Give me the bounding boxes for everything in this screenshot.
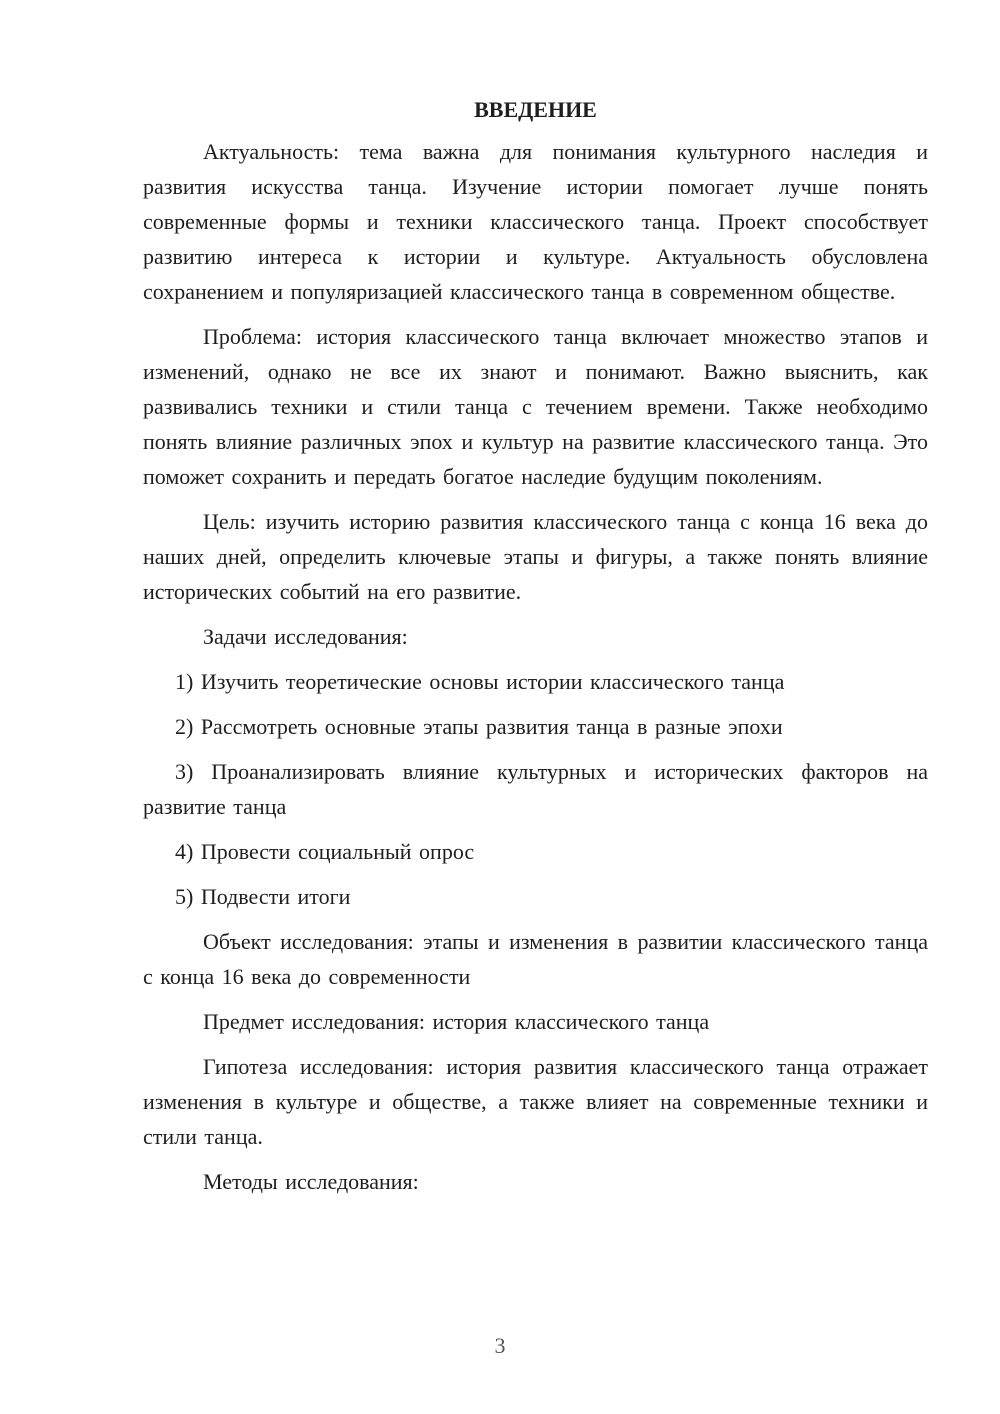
page-title: ВВЕДЕНИЕ	[474, 97, 597, 122]
tasks-title: Задачи исследования:	[203, 624, 408, 649]
task-item-5: 5) Подвести итоги	[175, 884, 351, 909]
subject-paragraph: Предмет исследования: история классического танца	[203, 1009, 710, 1034]
hypothesis-paragraph: Гипотеза исследования: история развития классического танца отражает изменения в культуре и обществе, а также влияет на современные техники и стили танца.	[143, 1054, 928, 1149]
methods-title: Методы исследования:	[203, 1169, 419, 1194]
object-paragraph: Объект исследования: этапы и изменения в развитии классического танца с конца 16 века до современности	[143, 929, 928, 989]
page-number: 3	[494, 1333, 506, 1358]
task-item-4: 4) Провести социальный опрос	[175, 839, 475, 864]
goal-paragraph: Цель: изучить историю развития классического танца с конца 16 века до наших дней, определить ключевые этапы и фигуры, а также понять влияние исторических событий на его развитие.	[143, 509, 928, 604]
relevance-paragraph: Актуальность: тема важна для понимания культурного наследия и развития искусства танца. Изучение истории помогает лучше понять современные формы и техники классического танца. Проект способствует развитию интереса к истории и культуре. Актуальность обусловлена сохранением и популяризацией классического танца в современном обществе.	[143, 139, 928, 304]
task-item-1: 1) Изучить теоретические основы истории классического танца	[175, 669, 785, 694]
document-page	[143, 92, 928, 1209]
task-item-2: 2) Рассмотреть основные этапы развития танца в разные эпохи	[175, 714, 783, 739]
problem-paragraph: Проблема: история классического танца включает множество этапов и изменений, однако не все их знают и понимают. Важно выяснить, как развивались техники и стили танца с течением времени. Также необходимо понять влияние различных эпох и культур на развитие классического танца. Это поможет сохранить и передать богатое наследие будущим поколениям.	[143, 324, 928, 489]
task-item-3: 3) Проанализировать влияние культурных и исторических факторов на развитие танца	[143, 759, 928, 819]
